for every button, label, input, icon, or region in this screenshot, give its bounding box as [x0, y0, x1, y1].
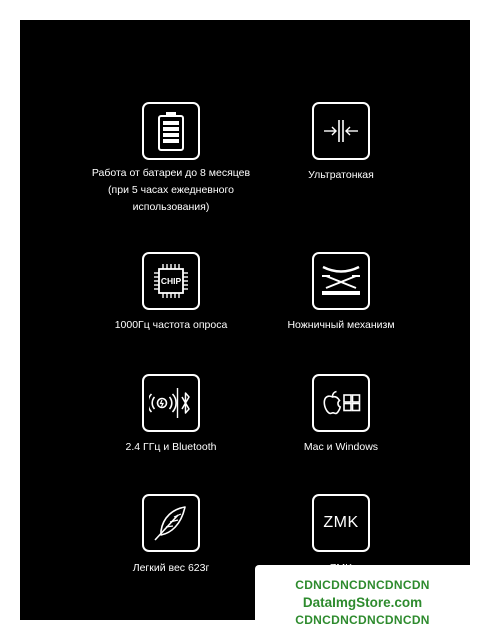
label-line: Работа от батареи до 8 месяцев [91, 167, 251, 179]
scissor-mechanism-icon [312, 252, 370, 310]
zmk-icon [312, 494, 370, 552]
watermark-cdn: CDN [349, 578, 376, 592]
watermark-cdn: CDN [322, 578, 350, 592]
feature-label-scissor [231, 317, 451, 334]
label-line: Легкий вес 623г [132, 562, 210, 574]
label-line: 1000Гц частота опроса [114, 319, 228, 331]
watermark-cdn: CDN [295, 578, 323, 592]
label-line: (при 5 часах ежедневного [108, 184, 234, 196]
chip-icon [142, 252, 200, 310]
feature-label-os [231, 439, 451, 456]
watermark-site-name: DataImgStore.com [302, 595, 423, 610]
zmk-icon-text: ZMK [323, 514, 359, 531]
watermark-cdn: CDN [375, 613, 403, 627]
chip-icon-text: CHIP [160, 276, 182, 286]
watermark-cdn: CDN [375, 578, 403, 592]
feature-panel [20, 20, 470, 620]
watermark-cdn: CDN [349, 613, 376, 627]
watermark-cdn: CDN [402, 613, 430, 627]
battery-icon [142, 102, 200, 160]
watermark-cdn: CDN [295, 613, 323, 627]
feather-icon [142, 494, 200, 552]
feature-label-ultra-thin [231, 167, 451, 184]
watermark-cdn-line-top [255, 577, 470, 593]
label-line: Ультратонкая [308, 169, 374, 181]
wireless-bluetooth-icon [142, 374, 200, 432]
watermark-cdn: CDN [322, 613, 350, 627]
ultra-thin-icon [312, 102, 370, 160]
watermark-cdn: CDN [402, 578, 430, 592]
watermark [255, 565, 470, 640]
label-line: Ножничный механизм [287, 319, 395, 331]
label-line: 2.4 ГГц и Bluetooth [125, 441, 217, 453]
label-line: использования) [132, 201, 210, 213]
label-line: Mac и Windows [303, 441, 379, 453]
mac-windows-icon [312, 374, 370, 432]
watermark-cdn-line-bottom [255, 612, 470, 628]
